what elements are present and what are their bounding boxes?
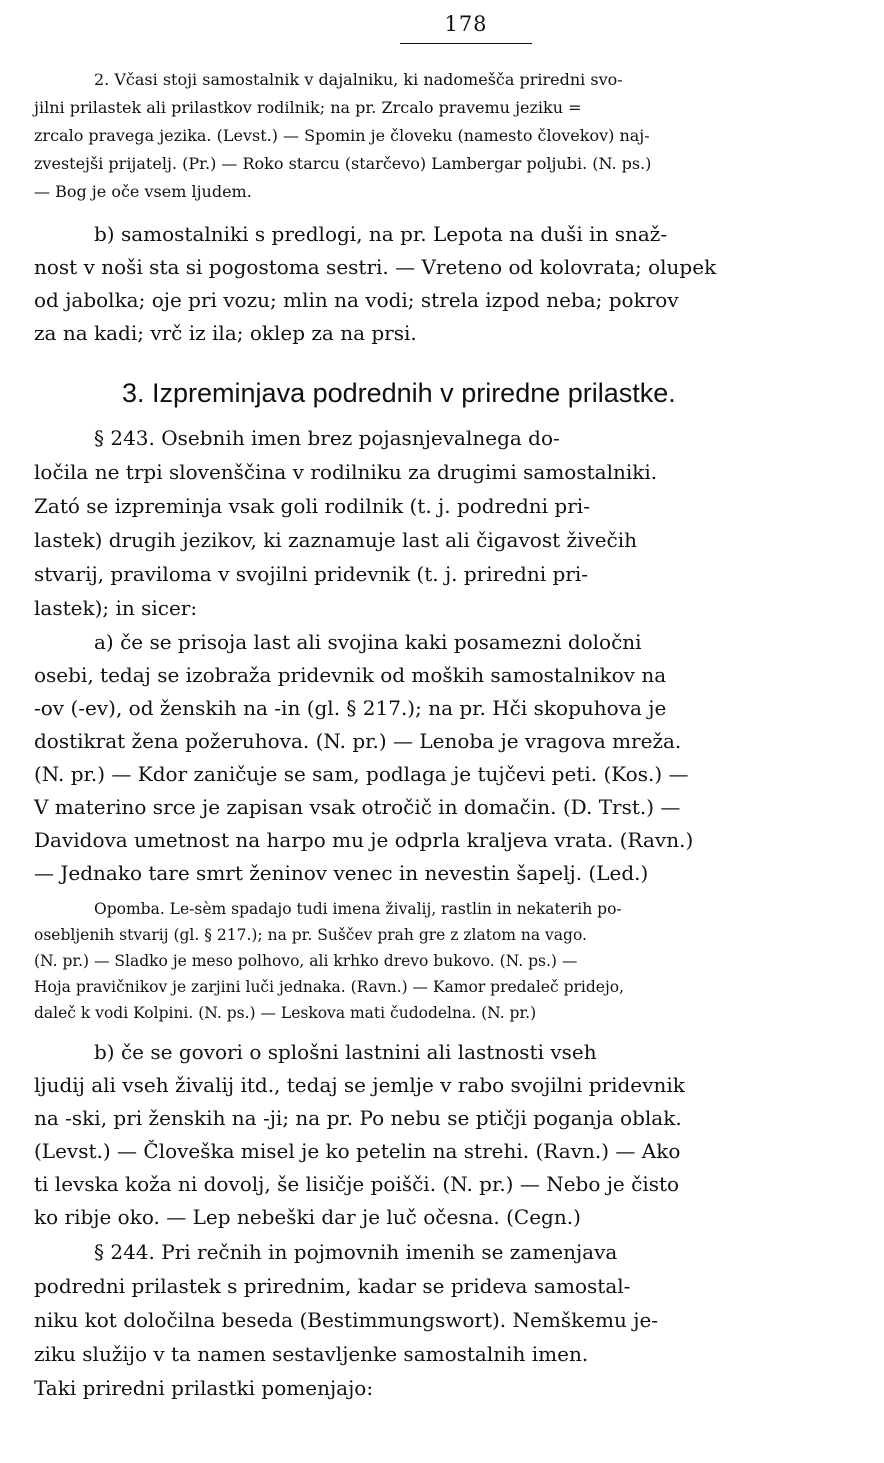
text-line: 2. Včasi stoji samostalnik v dajalniku, ki nadomešča priredni svo- bbox=[94, 70, 623, 89]
text-line: Taki priredni prilastki pomenjajo: bbox=[34, 1376, 374, 1400]
text-line: — Jednako tare smrt ženinov venec in nevestin šapelj. (Led.) bbox=[34, 861, 649, 885]
text-line: b) samostalniki s predlogi, na pr. Lepota na duši in snaž- bbox=[94, 222, 668, 246]
text-line: Davidova umetnost na harpo mu je odprla kraljeva vrata. (Ravn.) bbox=[34, 828, 694, 852]
text-line: zrcalo pravega jezika. (Levst.) — Spomin je človeku (namesto človekov) naj- bbox=[34, 126, 650, 145]
text-line: podredni prilastek s prirednim, kadar se prideva samostal- bbox=[34, 1274, 631, 1298]
text-line: zvestejši prijatelj. (Pr.) — Roko starcu (starčevo) Lambergar poljubi. (N. ps.) bbox=[34, 154, 652, 173]
text-line: -ov (-ev), od ženskih na -in (gl. § 217.); na pr. Hči skopuhova je bbox=[34, 696, 667, 720]
text-line: stvarij, praviloma v svojilni pridevnik (t. j. priredni pri- bbox=[34, 562, 588, 586]
text-line: dostikrat žena požeruhova. (N. pr.) — Lenoba je vragova mreža. bbox=[34, 729, 682, 753]
text-line: lastek) drugih jezikov, ki zaznamuje last ali čigavost živečih bbox=[34, 528, 638, 552]
text-line: § 244. Pri rečnih in pojmovnih imenih se zamenjava bbox=[94, 1240, 618, 1264]
text-line: (N. pr.) — Sladko je meso polhovo, ali krhko drevo bukovo. (N. ps.) — bbox=[34, 952, 578, 970]
text-line: Hoja pravičnikov je zarjini luči jednaka. (Ravn.) — Kamor predaleč pridejo, bbox=[34, 978, 625, 996]
text-line: za na kadi; vrč iz ila; oklep za na prsi. bbox=[34, 321, 417, 345]
text-line: § 243. Osebnih imen brez pojasnjevalnega do- bbox=[94, 426, 560, 450]
text-line: Zató se izpreminja vsak goli rodilnik (t. j. podredni pri- bbox=[34, 494, 590, 518]
text-line: daleč k vodi Kolpini. (N. ps.) — Leskova mati čudodelna. (N. pr.) bbox=[34, 1004, 537, 1022]
text-line: Opomba. Le-sèm spadajo tudi imena živalij, rastlin in nekaterih po- bbox=[94, 900, 622, 918]
text-line: ko ribje oko. — Lep nebeški dar je luč očesna. (Cegn.) bbox=[34, 1205, 581, 1229]
text-line: (Levst.) — Človeška misel je ko petelin na strehi. (Ravn.) — Ako bbox=[34, 1139, 681, 1163]
text-line: V materino srce je zapisan vsak otročič in domačin. (D. Trst.) — bbox=[34, 795, 681, 819]
text-line: — Bog je oče vsem ljudem. bbox=[34, 182, 252, 201]
text-line: (N. pr.) — Kdor zaničuje se sam, podlaga je tujčevi peti. (Kos.) — bbox=[34, 762, 689, 786]
header-rule bbox=[400, 43, 532, 44]
page-number: 178 bbox=[444, 12, 488, 36]
book-page bbox=[34, 0, 846, 1463]
text-line: niku kot določilna beseda (Bestimmungswort). Nemškemu je- bbox=[34, 1308, 659, 1332]
text-line: osebi, tedaj se izobraža pridevnik od moških samostalnikov na bbox=[34, 663, 667, 687]
text-line: b) če se govori o splošni lastnini ali lastnosti vseh bbox=[94, 1040, 597, 1064]
text-line: od jabolka; oje pri vozu; mlin na vodi; strela izpod neba; pokrov bbox=[34, 288, 679, 312]
section-heading: 3. Izpreminjava podrednih v priredne prilastke. bbox=[122, 378, 676, 408]
text-line: ti levska koža ni dovolj, še lisičje poišči. (N. pr.) — Nebo je čisto bbox=[34, 1172, 680, 1196]
text-line: ljudij ali vseh živalij itd., tedaj se jemlje v rabo svojilni pridevnik bbox=[34, 1073, 685, 1097]
text-line: osebljenih stvarij (gl. § 217.); na pr. Suščev prah gre z zlatom na vago. bbox=[34, 926, 587, 944]
text-line: jilni prilastek ali prilastkov rodilnik; na pr. Zrcalo pravemu jeziku = bbox=[34, 98, 582, 117]
text-line: a) če se prisoja last ali svojina kaki posamezni določni bbox=[94, 630, 642, 654]
text-line: ziku služijo v ta namen sestavljenke samostalnih imen. bbox=[34, 1342, 589, 1366]
text-line: nost v noši sta si pogostoma sestri. — Vreteno od kolovrata; olupek bbox=[34, 255, 717, 279]
text-line: lastek); in sicer: bbox=[34, 596, 198, 620]
text-line: na -ski, pri ženskih na -ji; na pr. Po nebu se ptičji poganja oblak. bbox=[34, 1106, 682, 1130]
text-line: ločila ne trpi slovenščina v rodilniku za drugimi samostalniki. bbox=[34, 460, 658, 484]
